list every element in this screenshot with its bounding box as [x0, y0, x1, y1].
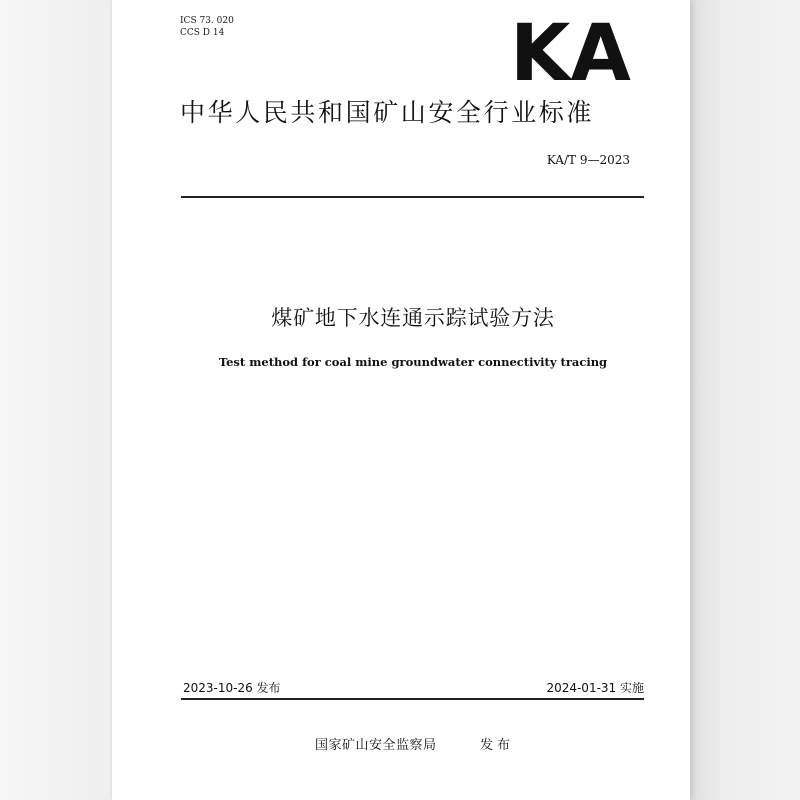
- top-divider: [181, 196, 644, 198]
- background-right: [690, 0, 800, 800]
- issue-date: 2023-10-26 发布: [183, 681, 281, 695]
- ka-logo: KA: [510, 9, 631, 99]
- ics-code: ICS 73. 020: [180, 16, 234, 26]
- standard-number: KA/T 9—2023: [546, 153, 630, 167]
- background-left: [0, 0, 112, 800]
- publisher-name: 国家矿山安全监察局: [315, 738, 437, 753]
- document-title-english: Test method for coal mine groundwater connectivity tracing: [218, 355, 608, 369]
- ccs-code: CCS D 14: [180, 28, 225, 38]
- bottom-divider: [181, 698, 644, 700]
- document-title-chinese: 煤矿地下水连通示踪试验方法: [271, 306, 555, 330]
- publish-label: 发布: [480, 738, 515, 753]
- implementation-date: 2024-01-31 实施: [546, 681, 644, 695]
- standard-category: 中华人民共和国矿山安全行业标准: [180, 98, 595, 127]
- classification-codes: [180, 15, 234, 39]
